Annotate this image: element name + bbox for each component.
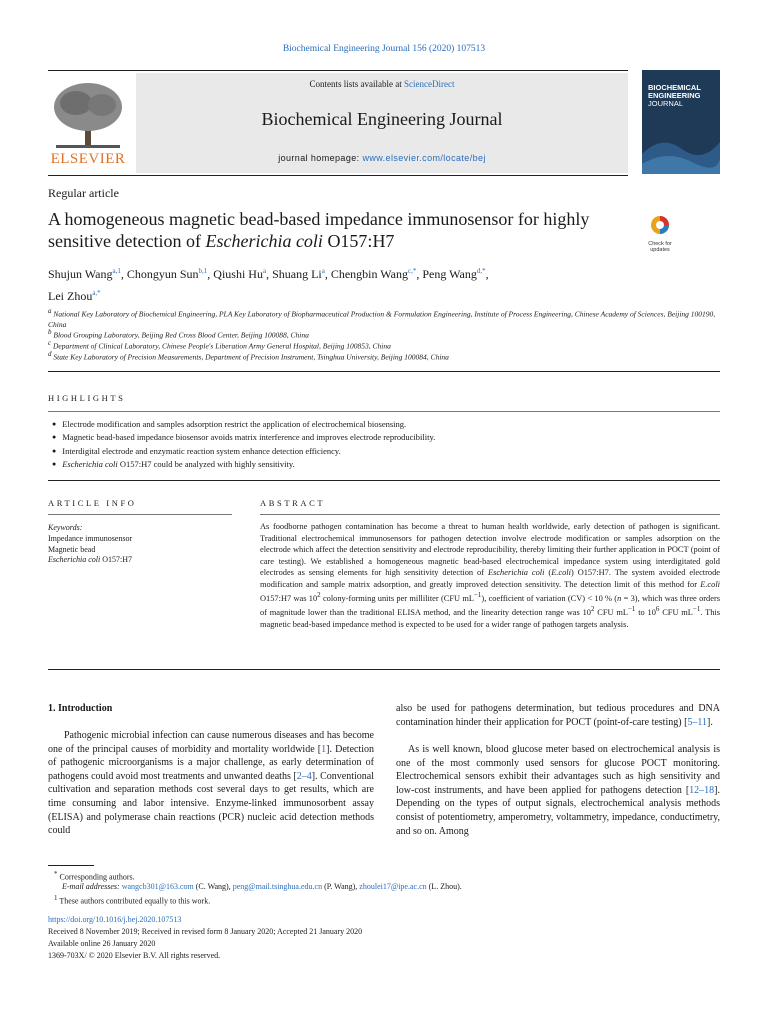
affiliation-b: $^b$ Blood Grouping Laboratory, Beijing Red Cross Blood Center, Beijing 100088, China (48, 328, 309, 340)
sciencedirect-link[interactable]: ScienceDirect (404, 79, 455, 89)
intro-paragraph-1-cont: also be used for pathogens determination, but tedious procedures and DNA contamination hinder their application for POCT (point-of-care testing) [5–11]. (396, 703, 720, 728)
homepage-link[interactable]: www.elsevier.com/locate/bej (362, 153, 486, 163)
keyword: Magnetic bead (48, 544, 96, 554)
highlight-item: ● Escherichia coli O157:H7 could be analyzed with highly sensitivity. (52, 458, 712, 471)
author[interactable]: Chongyun Sun$^{b,1}$ (126, 267, 208, 281)
keyword: Impedance immunosensor (48, 533, 133, 543)
email-link[interactable]: peng@mail.tsinghua.edu.cn (232, 882, 323, 891)
abstract-text: As foodborne pathogen contamination has become a threat to human health worldwide, early detection of pathogen is significant. Traditional electrochemical immunosensors for pathogen detection involve electrode modification or samples adsorption on the electrode which affect the detection sensitivity and electrode reproducibility, thereby limiting their further application in POCT (point of care testing). We established a homogeneous magnetic bead-based electrochemical impedance system using interdigitated gold electrodes as sensing elements for high sensitivity detection of Escherichia coli (E.coli) O157:H7. The system avoided electrode modification and sample matrix adsorption, and greatly improved detection sensitivity. The detection limit of this method for E.coli O157:H7 was $10^2$ colony-forming units per milliliter (CFU $mL^{-1}$), coefficient of variation (CV) < 10 % (n = 3), which was three orders of magnitude lower than the traditional ELISA method, and the linearity detection range was $10^2$ CFU $mL^{-1}$ to $10^6$ CFU $mL^{-1}$. This magnetic bead-based impedance method is expected to be used for a wider range of pathogen targets analysis. (260, 522, 721, 629)
section-heading-introduction: 1. Introduction (48, 703, 113, 714)
highlights-heading: HIGHLIGHTS (48, 393, 126, 403)
footnote-corresponding: * Corresponding authors. (54, 870, 135, 882)
keyword: Escherichia coli O157:H7 (48, 555, 132, 565)
contents-line: Contents lists available at ScienceDirect (309, 79, 455, 89)
author[interactable]: Qiushi Hu$^a$ (213, 267, 267, 281)
divider (48, 669, 720, 670)
highlights-list (52, 418, 712, 471)
masthead-band (136, 73, 628, 173)
author[interactable]: Peng Wang$^{d,*}$ (422, 267, 486, 281)
journal-cover-thumbnail[interactable] (642, 70, 720, 174)
author-list: Shujun Wang$^{a,1}$, Chongyun Sun$^{b,1}$, Qiushi Hu$^a$, Shuang Li$^a$, Chengbin Wang$^{c,*}$, Peng Wang$^{d,*}$, Lei Zhou$^{a,*}$ (48, 267, 489, 303)
divider (48, 411, 720, 412)
highlight-item: ● Interdigital electrode and enzymatic reaction system enhance detection efficiency. (52, 445, 712, 458)
article-type: Regular article (48, 186, 119, 200)
email-link[interactable]: wangcb301@163.com (121, 882, 194, 891)
footnote-rule (48, 865, 94, 866)
intro-paragraph-1: Pathogenic microbial infection can cause numerous diseases and has become one of the principal causes of morbidity and mortality worldwide [1]. Detection of pathogenic microorganisms is a major challenge, as early determination of pathogens could avoid most treatments and unwanted deaths [2–4]. Conventional cultivation and separation methods cost several days to get results, which are time consuming and labor intensive. Enzyme-linked immunosorbent assay (ELISA) and polymerase chain reactions (PCR) nucleic acid detection methods could (48, 730, 374, 837)
divider (48, 371, 720, 372)
article-info-heading: ARTICLE INFO (48, 498, 137, 508)
footnote-equal-contribution: $^1$ These authors contributed equally to this work. (54, 894, 211, 906)
footnote-emails: E-mail addresses: wangcb301@163.com (C. Wang), peng@mail.tsinghua.edu.cn (P. Wang), zhoulei17@ipe.ac.cn (L. Zhou). (62, 882, 462, 891)
copyright: 1369-703X/ © 2020 Elsevier B.V. All rights reserved. (48, 951, 221, 960)
highlight-item: ● Magnetic bead-based impedance biosensor avoids matrix interference and improves electrode reproducibility. (52, 431, 712, 444)
affiliation-c: $^c$ Department of Clinical Laboratory, Chinese People's Liberation Army General Hospital, Beijing 100853, China (48, 339, 391, 351)
doi-link[interactable]: https://doi.org/10.1016/j.bej.2020.107513 (48, 915, 182, 924)
journal-citation[interactable]: Biochemical Engineering Journal 156 (2020) 107513 (282, 44, 486, 54)
divider (48, 514, 232, 515)
journal-homepage: journal homepage: www.elsevier.com/locate/bej (278, 153, 486, 163)
article-title: A homogeneous magnetic bead-based impedance immunosensor for highly sensitive detection of Escherichia coli O157:H7 (48, 209, 590, 251)
citation-ref[interactable]: 1 (321, 743, 327, 755)
journal-masthead (48, 70, 628, 176)
journal-title: Biochemical Engineering Journal (261, 109, 503, 129)
abstract-heading: ABSTRACT (260, 498, 326, 508)
check-updates-icon (640, 214, 680, 236)
elsevier-logo (48, 79, 128, 169)
citation-ref[interactable]: 12–18 (689, 784, 715, 796)
intro-paragraph-2: As is well known, blood glucose meter based on electrochemical analysis is one of the most commonly used sensors for glucose POCT monitoring. Electrochemical sensors exhibit their advantages such as high sensitivity and low-cost instruments, and have been applied for pathogens detection [12–18]. Depending on the types of output signals, electrochemical analysis methods consist of potentiometry, amperometry, voltammetry, impedance, conductimetry, and so on. Among (396, 744, 720, 837)
cover-artwork (642, 114, 720, 174)
available-online: Available online 26 January 2020 (48, 939, 156, 948)
author[interactable]: Shuang Li$^a$ (272, 267, 325, 281)
author[interactable]: Chengbin Wang$^{c,*}$ (330, 267, 417, 281)
keywords-label: Keywords: (48, 523, 83, 532)
divider (48, 480, 720, 481)
elsevier-wordmark: ELSEVIER (50, 151, 126, 167)
check-for-updates-badge[interactable]: Check for updates (640, 214, 680, 250)
cover-title: BIOCHEMICAL ENGINEERING JOURNAL (648, 83, 701, 108)
keywords-block (48, 523, 228, 566)
received-dates: Received 8 November 2019; Received in revised form 8 January 2020; Accepted 21 January 2020 (48, 927, 363, 936)
affiliation-d: $^d$ State Key Laboratory of Precision Measurements, Department of Precision Instrument, Tsinghua University, Beijing 100084, China (48, 350, 449, 362)
author[interactable]: Lei Zhou$^{a,*}$ (48, 289, 101, 303)
highlight-item: ● Electrode modification and samples adsorption restrict the application of electrochemical biosensing. (52, 418, 712, 431)
email-link[interactable]: zhoulei17@ipe.ac.cn (359, 882, 427, 891)
affiliation-a: $^a$ National Key Laboratory of Biochemical Engineering, PLA Key Laboratory of Biopharmaceutical Production & Formulation Engineering, Institute of Process Engineering, Chinese Academy of Sciences, Beijing 100190, China (48, 307, 716, 329)
citation-ref[interactable]: 2–4 (296, 770, 312, 782)
divider (260, 514, 720, 515)
citation-ref[interactable]: 5–11 (687, 716, 708, 728)
author[interactable]: Shujun Wang$^{a,1}$ (48, 267, 121, 281)
